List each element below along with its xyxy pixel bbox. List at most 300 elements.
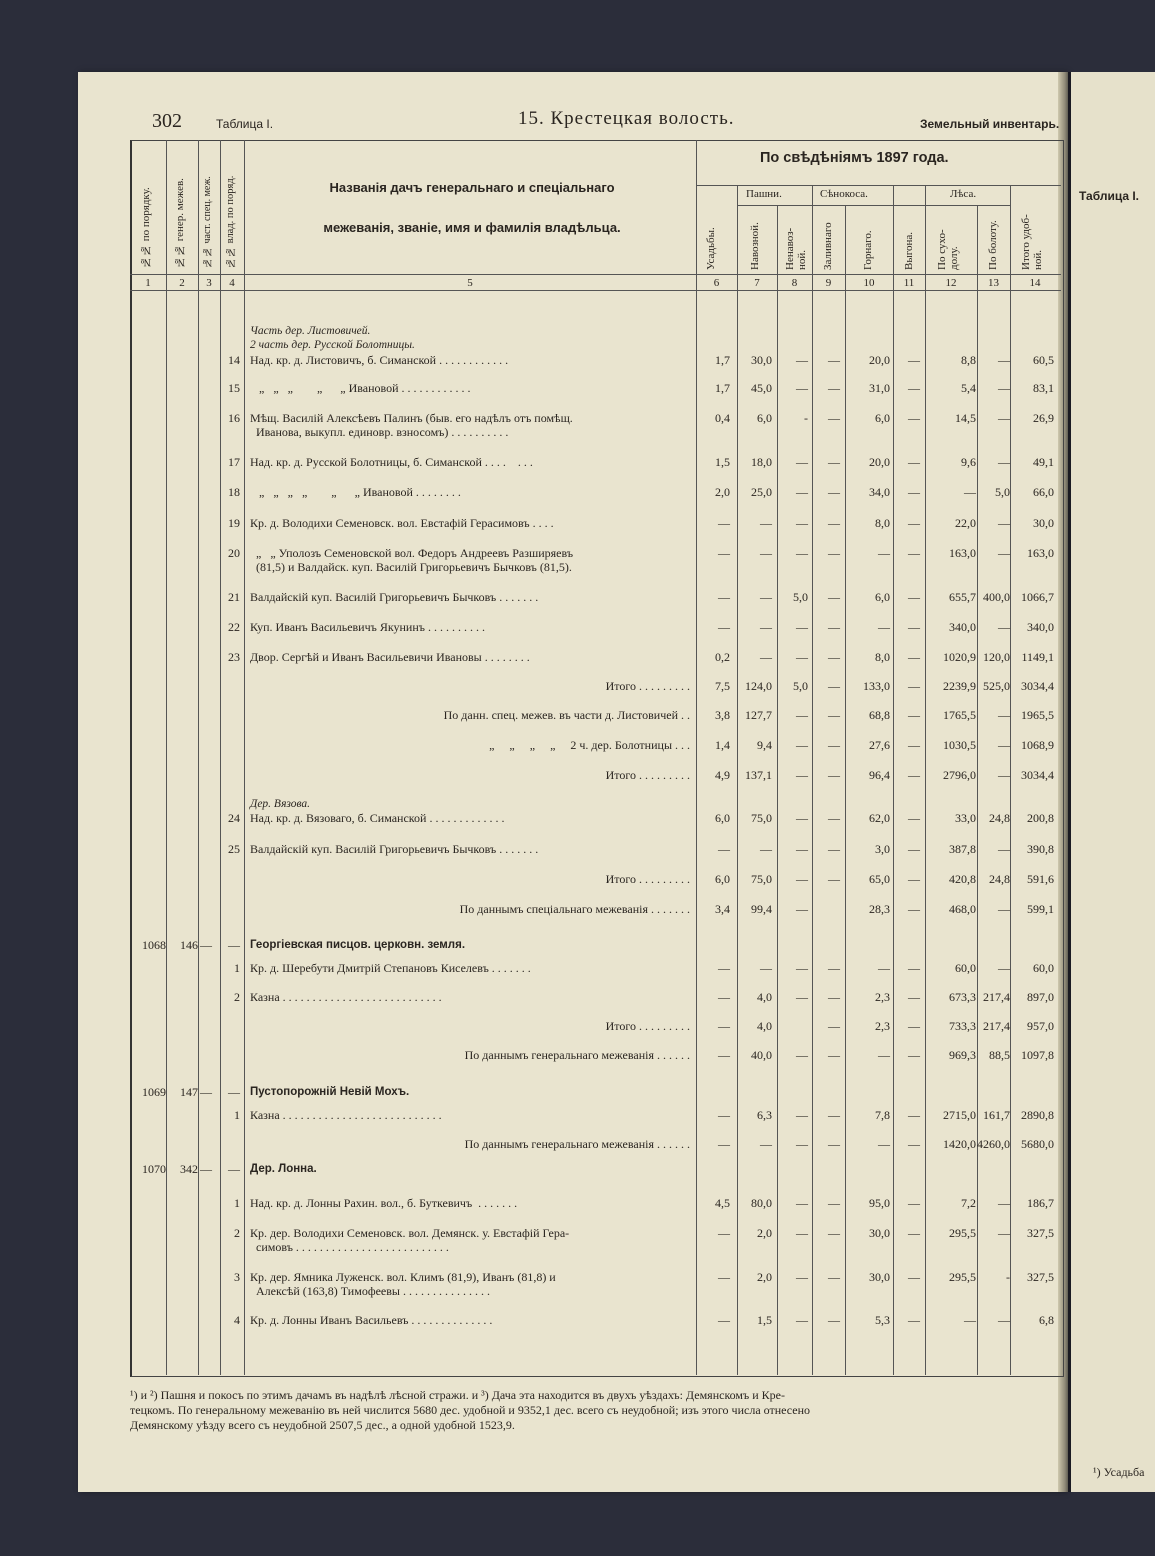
cell-c11: — bbox=[908, 485, 920, 499]
cell-c10: 30,0 bbox=[869, 1226, 890, 1240]
cell-c12: 733,3 bbox=[949, 1019, 976, 1033]
cell-c13: — bbox=[998, 546, 1010, 560]
cell-c8: — bbox=[796, 902, 808, 916]
cell-c12: 295,5 bbox=[949, 1270, 976, 1284]
cell-name: Мѣщ. Василій Алексѣевъ Палинъ (быв. его надѣлъ отъ помѣщ. Иванова, выкупл. единовр. взносомъ) . . . . . . . . . . bbox=[250, 411, 573, 439]
col-number: 2 bbox=[179, 277, 185, 289]
cell-c7: 137,1 bbox=[745, 768, 772, 782]
cell-c9: — bbox=[828, 1137, 840, 1151]
cell-c14: 5680,0 bbox=[1021, 1137, 1054, 1151]
cell-n3: — bbox=[200, 938, 212, 952]
cell-n4: 17 bbox=[228, 455, 240, 469]
cell-c9: — bbox=[828, 961, 840, 975]
cell-c11: — bbox=[908, 1048, 920, 1062]
cell-c12: 2715,0 bbox=[943, 1108, 976, 1122]
cell-c9: — bbox=[828, 842, 840, 856]
cell-c10: 2,3 bbox=[875, 1019, 890, 1033]
cell-name: Георгіевская писцов. церковн. земля. bbox=[250, 939, 466, 951]
row-rule bbox=[737, 205, 1010, 206]
cell-name: „ „ „ „ 2 ч. дер. Болотницы . . . bbox=[489, 738, 690, 752]
cell-c6: 0,2 bbox=[715, 650, 730, 664]
cell-name: Дер. Лонна. bbox=[250, 1163, 317, 1175]
col-rule bbox=[696, 140, 697, 1375]
cell-c8: — bbox=[796, 650, 808, 664]
cell-name: Кр. дер. Ямника Луженск. вол. Климъ (81,9), Иванъ (81,8) и Алексѣй (163,8) Тимофеевы . . . . . . . . . . . . . . . bbox=[250, 1270, 556, 1298]
cell-c7: 45,0 bbox=[751, 381, 772, 395]
cell-c6: — bbox=[718, 1108, 730, 1122]
header-col2: №№ генер. межев. bbox=[174, 178, 186, 268]
cell-n4: 20 bbox=[228, 546, 240, 560]
cell-c6: 4,5 bbox=[715, 1196, 730, 1210]
cell-c7: — bbox=[760, 620, 772, 634]
cell-c8: - bbox=[804, 411, 808, 425]
header-col10: Горнаго. bbox=[862, 230, 874, 270]
cell-c13: — bbox=[998, 411, 1010, 425]
cell-c6: 6,0 bbox=[715, 811, 730, 825]
cell-c12: 295,5 bbox=[949, 1226, 976, 1240]
cell-c6: 4,9 bbox=[715, 768, 730, 782]
cell-c6: 1,5 bbox=[715, 455, 730, 469]
cell-c14: 897,0 bbox=[1027, 990, 1054, 1004]
cell-c9: — bbox=[828, 679, 840, 693]
cell-c13: — bbox=[998, 1313, 1010, 1327]
col-number: 13 bbox=[988, 277, 999, 289]
cell-c8: — bbox=[796, 1108, 808, 1122]
cell-c8: — bbox=[796, 708, 808, 722]
cell-c11: — bbox=[908, 708, 920, 722]
cell-c8: 5,0 bbox=[793, 590, 808, 604]
header-col11: Выгона. bbox=[903, 232, 915, 270]
cell-c13: 161,7 bbox=[983, 1108, 1010, 1122]
footnote: ¹) и ²) Пашня и покосъ по этимъ дачамъ въ надѣлѣ лѣсной стражи. и ³) Дача эта находится въ двухъ уѣздахъ: Демянскомъ и Кре- тецкомъ. По генеральному межеванію въ ней числится 5680 дес. удобной и 9352,1 дес. всего съ неудобной; изъ этого числа отнесено Демянскому уѣзду всего съ неудобной 2507,5 дес., а одной удобной 1523,9. bbox=[130, 1388, 811, 1432]
cell-c7: 30,0 bbox=[751, 353, 772, 367]
col-number: 4 bbox=[229, 277, 235, 289]
cell-c6: 3,8 bbox=[715, 708, 730, 722]
cell-name: Валдайскій куп. Василій Григорьевичъ Бычковъ . . . . . . . bbox=[250, 590, 539, 604]
cell-c14: 390,8 bbox=[1027, 842, 1054, 856]
cell-c7: 25,0 bbox=[751, 485, 772, 499]
cell-c12: — bbox=[964, 1313, 976, 1327]
cell-c8: — bbox=[796, 1137, 808, 1151]
header-col4: №№ влад. по поряд. bbox=[225, 175, 236, 268]
cell-c14: 599,1 bbox=[1027, 902, 1054, 916]
cell-n4: 2 bbox=[234, 1226, 240, 1240]
cell-c8: — bbox=[796, 620, 808, 634]
cell-c6: 1,4 bbox=[715, 738, 730, 752]
cell-c10: 68,8 bbox=[869, 708, 890, 722]
cell-c10: 7,8 bbox=[875, 1108, 890, 1122]
cell-c14: 1965,5 bbox=[1021, 708, 1054, 722]
cell-c13: 217,4 bbox=[983, 1019, 1010, 1033]
cell-c13: — bbox=[998, 842, 1010, 856]
header-col13: По болоту. bbox=[987, 220, 999, 270]
cell-n1: 1070 bbox=[142, 1162, 166, 1176]
cell-c12: 163,0 bbox=[949, 546, 976, 560]
cell-c6: 0,4 bbox=[715, 411, 730, 425]
cell-c8: — bbox=[796, 990, 808, 1004]
cell-n4: 14 bbox=[228, 353, 240, 367]
cell-c9: — bbox=[828, 590, 840, 604]
cell-c12: 7,2 bbox=[961, 1196, 976, 1210]
cell-n4: — bbox=[228, 938, 240, 952]
cell-c13: 5,0 bbox=[995, 485, 1010, 499]
cell-c7: — bbox=[760, 961, 772, 975]
cell-c8: — bbox=[796, 1270, 808, 1284]
cell-c14: 26,9 bbox=[1033, 411, 1054, 425]
cell-c13: — bbox=[998, 708, 1010, 722]
cell-c9: — bbox=[828, 353, 840, 367]
cell-c9: — bbox=[828, 872, 840, 886]
cell-n4: 19 bbox=[228, 516, 240, 530]
cell-c6: 6,0 bbox=[715, 872, 730, 886]
cell-c11: — bbox=[908, 811, 920, 825]
cell-c10: 34,0 bbox=[869, 485, 890, 499]
col-number: 10 bbox=[863, 277, 875, 289]
cell-n2: 147 bbox=[180, 1085, 198, 1099]
cell-n4: 15 bbox=[228, 381, 240, 395]
cell-n4: 1 bbox=[234, 961, 240, 975]
cell-c14: 1097,8 bbox=[1021, 1048, 1054, 1062]
cell-name: Кр. д. Шеребути Дмитрій Степановъ Киселевъ . . . . . . . bbox=[250, 961, 531, 975]
cell-c12: 60,0 bbox=[955, 961, 976, 975]
row-rule bbox=[130, 274, 1061, 275]
cell-c14: 200,8 bbox=[1027, 811, 1054, 825]
cell-c8: — bbox=[796, 768, 808, 782]
col-rule bbox=[198, 140, 199, 1375]
cell-c14: 327,5 bbox=[1027, 1270, 1054, 1284]
cell-n4: 2 bbox=[234, 990, 240, 1004]
cell-c9: — bbox=[828, 1019, 840, 1033]
cell-c10: 133,0 bbox=[863, 679, 890, 693]
cell-n3: — bbox=[200, 1162, 212, 1176]
cell-c9: — bbox=[828, 411, 840, 425]
cell-c13: 88,5 bbox=[989, 1048, 1010, 1062]
cell-c7: — bbox=[760, 546, 772, 560]
cell-c10: 20,0 bbox=[869, 455, 890, 469]
cell-c11: — bbox=[908, 842, 920, 856]
cell-c10: 6,0 bbox=[875, 590, 890, 604]
cell-c7: 2,0 bbox=[757, 1270, 772, 1284]
cell-n4: 1 bbox=[234, 1108, 240, 1122]
cell-c11: — bbox=[908, 650, 920, 664]
cell-c14: 957,0 bbox=[1027, 1019, 1054, 1033]
cell-c14: 66,0 bbox=[1033, 485, 1054, 499]
cell-c11: — bbox=[908, 1196, 920, 1210]
cell-c11: — bbox=[908, 455, 920, 469]
cell-c12: 2239,9 bbox=[943, 679, 976, 693]
cell-c12: 655,7 bbox=[949, 590, 976, 604]
cell-c10: 30,0 bbox=[869, 1270, 890, 1284]
cell-c10: — bbox=[878, 620, 890, 634]
next-page-edge bbox=[1068, 72, 1155, 1492]
cell-n4: 21 bbox=[228, 590, 240, 604]
cell-c7: 9,4 bbox=[757, 738, 772, 752]
cell-c7: 4,0 bbox=[757, 1019, 772, 1033]
cell-c10: 3,0 bbox=[875, 842, 890, 856]
cell-c13: — bbox=[998, 961, 1010, 975]
cell-c14: 49,1 bbox=[1033, 455, 1054, 469]
cell-c9: — bbox=[828, 990, 840, 1004]
cell-c6: — bbox=[718, 1019, 730, 1033]
col-number: 6 bbox=[713, 277, 720, 289]
cell-n4: 24 bbox=[228, 811, 240, 825]
cell-c13: — bbox=[998, 381, 1010, 395]
cell-c9: — bbox=[828, 768, 840, 782]
cell-c8: — bbox=[796, 811, 808, 825]
section-title: Дер. Вязова. bbox=[250, 798, 311, 810]
header-col6: Усадьбы. bbox=[705, 227, 717, 270]
cell-c13: — bbox=[998, 516, 1010, 530]
cell-n4: 23 bbox=[228, 650, 240, 664]
header-group-senokosa: Сѣнокоса. bbox=[820, 188, 868, 200]
cell-c9: — bbox=[828, 1108, 840, 1122]
cell-c9: — bbox=[828, 620, 840, 634]
header-group-lesa: Лѣса. bbox=[950, 188, 977, 200]
cell-c11: — bbox=[908, 516, 920, 530]
cell-c11: — bbox=[908, 546, 920, 560]
cell-name: „ „ Уполозъ Семеновской вол. Федоръ Андреевъ Разширяевъ (81,5) и Валдайск. куп. Василій Григорьевичъ Бычковъ (81,5). bbox=[256, 546, 574, 574]
header-col9: Заливнаго bbox=[822, 222, 834, 270]
cell-c6: — bbox=[718, 990, 730, 1004]
cell-c8: — bbox=[796, 1226, 808, 1240]
cell-name: Итого . . . . . . . . . bbox=[605, 872, 690, 886]
cell-c11: — bbox=[908, 961, 920, 975]
col-number: 11 bbox=[903, 277, 915, 289]
cell-c6: — bbox=[718, 1226, 730, 1240]
col-number: 7 bbox=[754, 277, 760, 289]
cell-n4: — bbox=[228, 1085, 240, 1099]
cell-c6: 1,7 bbox=[715, 381, 730, 395]
cell-c11: — bbox=[908, 990, 920, 1004]
cell-c6: — bbox=[718, 1270, 730, 1284]
cell-c7: 127,7 bbox=[745, 708, 772, 722]
cell-c14: 186,7 bbox=[1027, 1196, 1054, 1210]
cell-n4: 16 bbox=[228, 411, 240, 425]
cell-c10: 95,0 bbox=[869, 1196, 890, 1210]
col-number: 3 bbox=[206, 277, 212, 289]
cell-c11: — bbox=[908, 590, 920, 604]
cell-n4: 4 bbox=[234, 1313, 240, 1327]
cell-c14: 1068,9 bbox=[1021, 738, 1054, 752]
cell-c7: — bbox=[760, 1137, 772, 1151]
page-title: 15. Крестецкая волость. bbox=[518, 108, 735, 129]
cell-c14: 30,0 bbox=[1033, 516, 1054, 530]
cell-name: Кр. д. Лонны Иванъ Васильевъ . . . . . . . . . . . . . . bbox=[250, 1313, 493, 1327]
cell-c9: — bbox=[828, 1048, 840, 1062]
cell-c8: — bbox=[796, 353, 808, 367]
cell-c9: — bbox=[828, 1313, 840, 1327]
cell-c11: — bbox=[908, 411, 920, 425]
cell-n4: 22 bbox=[228, 620, 240, 634]
cell-c13: 24,8 bbox=[989, 811, 1010, 825]
cell-n1: 1068 bbox=[142, 938, 166, 952]
cell-c8: — bbox=[796, 872, 808, 886]
cell-name: Над. кр. д. Русской Болотницы, б. Симанской . . . . . . . bbox=[250, 455, 533, 469]
cell-c10: 8,0 bbox=[875, 650, 890, 664]
section-title: Часть дер. Листовичей. bbox=[250, 325, 371, 337]
col-number: 12 bbox=[945, 277, 957, 289]
inventory-label: Земельный инвентарь. bbox=[920, 117, 1060, 131]
cell-c8: — bbox=[796, 455, 808, 469]
header-col12: По сухо-долу. bbox=[936, 229, 960, 270]
cell-c7: 80,0 bbox=[751, 1196, 772, 1210]
header-group-pashni: Пашни. bbox=[746, 188, 782, 200]
cell-c9: — bbox=[828, 1226, 840, 1240]
cell-c10: 2,3 bbox=[875, 990, 890, 1004]
cell-n2: 146 bbox=[180, 938, 198, 952]
cell-c8: — bbox=[796, 381, 808, 395]
cell-name: „ „ „ „ „ „ Ивановой . . . . . . . . bbox=[250, 485, 461, 499]
cell-c13: — bbox=[998, 455, 1010, 469]
cell-n4: — bbox=[228, 1162, 240, 1176]
cell-c11: — bbox=[908, 1108, 920, 1122]
cell-n2: 342 bbox=[180, 1162, 198, 1176]
cell-c9: — bbox=[828, 708, 840, 722]
cell-c8: — bbox=[796, 516, 808, 530]
cell-c9: — bbox=[828, 516, 840, 530]
cell-c14: 163,0 bbox=[1027, 546, 1054, 560]
cell-c9: — bbox=[828, 1196, 840, 1210]
cell-c8: — bbox=[796, 546, 808, 560]
cell-c13: 400,0 bbox=[983, 590, 1010, 604]
cell-c6: 3,4 bbox=[715, 902, 730, 916]
cell-c10: 20,0 bbox=[869, 353, 890, 367]
cell-c6: — bbox=[718, 1313, 730, 1327]
cell-c6: 2,0 bbox=[715, 485, 730, 499]
cell-c7: 99,4 bbox=[751, 902, 772, 916]
cell-name: Казна . . . . . . . . . . . . . . . . . . . . . . . . . . . bbox=[250, 990, 442, 1004]
header-group-title: По свѣдѣніямъ 1897 года. bbox=[760, 150, 949, 166]
cell-c12: 5,4 bbox=[961, 381, 976, 395]
cell-c14: 3034,4 bbox=[1021, 768, 1054, 782]
cell-c8: — bbox=[796, 485, 808, 499]
cell-name: По данн. спец. межев. въ части д. Листовичей . . bbox=[443, 708, 690, 722]
page-number: 302 bbox=[152, 110, 182, 132]
cell-c10: 31,0 bbox=[869, 381, 890, 395]
cell-c8: — bbox=[796, 738, 808, 752]
cell-c7: 75,0 bbox=[751, 811, 772, 825]
header-col8: Ненавоз-ной. bbox=[784, 227, 808, 270]
cell-c11: — bbox=[908, 1226, 920, 1240]
cell-c14: 1066,7 bbox=[1021, 590, 1054, 604]
cell-c7: 1,5 bbox=[757, 1313, 772, 1327]
cell-c11: — bbox=[908, 381, 920, 395]
cell-c6: — bbox=[718, 842, 730, 856]
cell-c10: 62,0 bbox=[869, 811, 890, 825]
cell-c6: — bbox=[718, 1137, 730, 1151]
cell-name: Пустопорожній Невій Мохъ. bbox=[250, 1086, 410, 1098]
cell-c7: — bbox=[760, 842, 772, 856]
cell-c12: 22,0 bbox=[955, 516, 976, 530]
cell-c12: 14,5 bbox=[955, 411, 976, 425]
header-col14: Итого удоб-ной. bbox=[1020, 214, 1044, 270]
cell-c6: — bbox=[718, 961, 730, 975]
col-rule bbox=[244, 140, 245, 1375]
cell-n4: 18 bbox=[228, 485, 240, 499]
cell-c13: - bbox=[1006, 1270, 1010, 1284]
cell-c13: 24,8 bbox=[989, 872, 1010, 886]
cell-c9: — bbox=[828, 811, 840, 825]
cell-c12: 420,8 bbox=[949, 872, 976, 886]
cell-c9: — bbox=[828, 455, 840, 469]
header-col5-line1: Названія дачъ генеральнаго и спеціальнаго bbox=[329, 180, 615, 195]
cell-c12: 33,0 bbox=[955, 811, 976, 825]
cell-name: Над. кр. д. Лонны Рахин. вол., б. Буткевичъ . . . . . . . bbox=[250, 1196, 518, 1210]
cell-c7: — bbox=[760, 590, 772, 604]
cell-name: Валдайскій куп. Василій Григорьевичъ Бычковъ . . . . . . . bbox=[250, 842, 539, 856]
cell-c9: — bbox=[828, 738, 840, 752]
cell-c10: 65,0 bbox=[869, 872, 890, 886]
col-number: 5 bbox=[467, 277, 473, 289]
cell-c11: — bbox=[908, 1313, 920, 1327]
cell-n4: 1 bbox=[234, 1196, 240, 1210]
cell-c10: 96,4 bbox=[869, 768, 890, 782]
cell-c7: 18,0 bbox=[751, 455, 772, 469]
cell-c10: 5,3 bbox=[875, 1313, 890, 1327]
cell-c13: — bbox=[998, 353, 1010, 367]
cell-c8: — bbox=[796, 1196, 808, 1210]
row-rule bbox=[130, 290, 1061, 291]
cell-c13: — bbox=[998, 738, 1010, 752]
next-page-footnote: ¹) Усадьба bbox=[1093, 1465, 1145, 1479]
cell-c13: 4260,0 bbox=[977, 1137, 1010, 1151]
cell-c14: 327,5 bbox=[1027, 1226, 1054, 1240]
cell-c14: 6,8 bbox=[1039, 1313, 1054, 1327]
cell-c14: 83,1 bbox=[1033, 381, 1054, 395]
cell-c13: 525,0 bbox=[983, 679, 1010, 693]
cell-c12: 1020,9 bbox=[943, 650, 976, 664]
cell-name: По даннымъ генеральнаго межеванія . . . . . . bbox=[464, 1137, 690, 1151]
cell-c14: 60,5 bbox=[1033, 353, 1054, 367]
cell-c13: 120,0 bbox=[983, 650, 1010, 664]
header-col5 bbox=[262, 168, 682, 248]
cell-c9: — bbox=[828, 546, 840, 560]
section-title: 2 часть дер. Русской Болотницы. bbox=[250, 339, 415, 351]
cell-c12: 1420,0 bbox=[943, 1137, 976, 1151]
col-rule bbox=[166, 140, 167, 1375]
cell-c11: — bbox=[908, 768, 920, 782]
cell-c9: — bbox=[828, 485, 840, 499]
cell-c12: 2796,0 bbox=[943, 768, 976, 782]
cell-c10: 8,0 bbox=[875, 516, 890, 530]
cell-c9: — bbox=[828, 381, 840, 395]
cell-c14: 60,0 bbox=[1033, 961, 1054, 975]
cell-c7: 6,0 bbox=[757, 411, 772, 425]
cell-c6: — bbox=[718, 620, 730, 634]
cell-name: По даннымъ спеціальнаго межеванія . . . . . . . bbox=[459, 902, 690, 916]
cell-c7: 75,0 bbox=[751, 872, 772, 886]
cell-c8: — bbox=[796, 842, 808, 856]
cell-c13: — bbox=[998, 1226, 1010, 1240]
row-rule bbox=[696, 185, 1061, 186]
cell-c6: — bbox=[718, 1048, 730, 1062]
cell-c14: 591,6 bbox=[1027, 872, 1054, 886]
cell-name: Над. кр. д. Вязоваго, б. Симанской . . . . . . . . . . . . . bbox=[250, 811, 505, 825]
cell-c10: — bbox=[878, 1137, 890, 1151]
cell-c11: — bbox=[908, 1019, 920, 1033]
col-rule bbox=[220, 140, 221, 1375]
cell-c8: — bbox=[796, 1048, 808, 1062]
col-number: 14 bbox=[1029, 277, 1041, 289]
cell-name: Двор. Сергѣй и Иванъ Васильевичи Ивановы . . . . . . . . bbox=[250, 650, 530, 664]
cell-c7: 4,0 bbox=[757, 990, 772, 1004]
cell-c11: — bbox=[908, 679, 920, 693]
cell-c11: — bbox=[908, 353, 920, 367]
cell-c13: — bbox=[998, 768, 1010, 782]
cell-name: Итого . . . . . . . . . bbox=[605, 1019, 690, 1033]
header-col7: Навозной. bbox=[749, 222, 761, 270]
cell-c14: 3034,4 bbox=[1021, 679, 1054, 693]
